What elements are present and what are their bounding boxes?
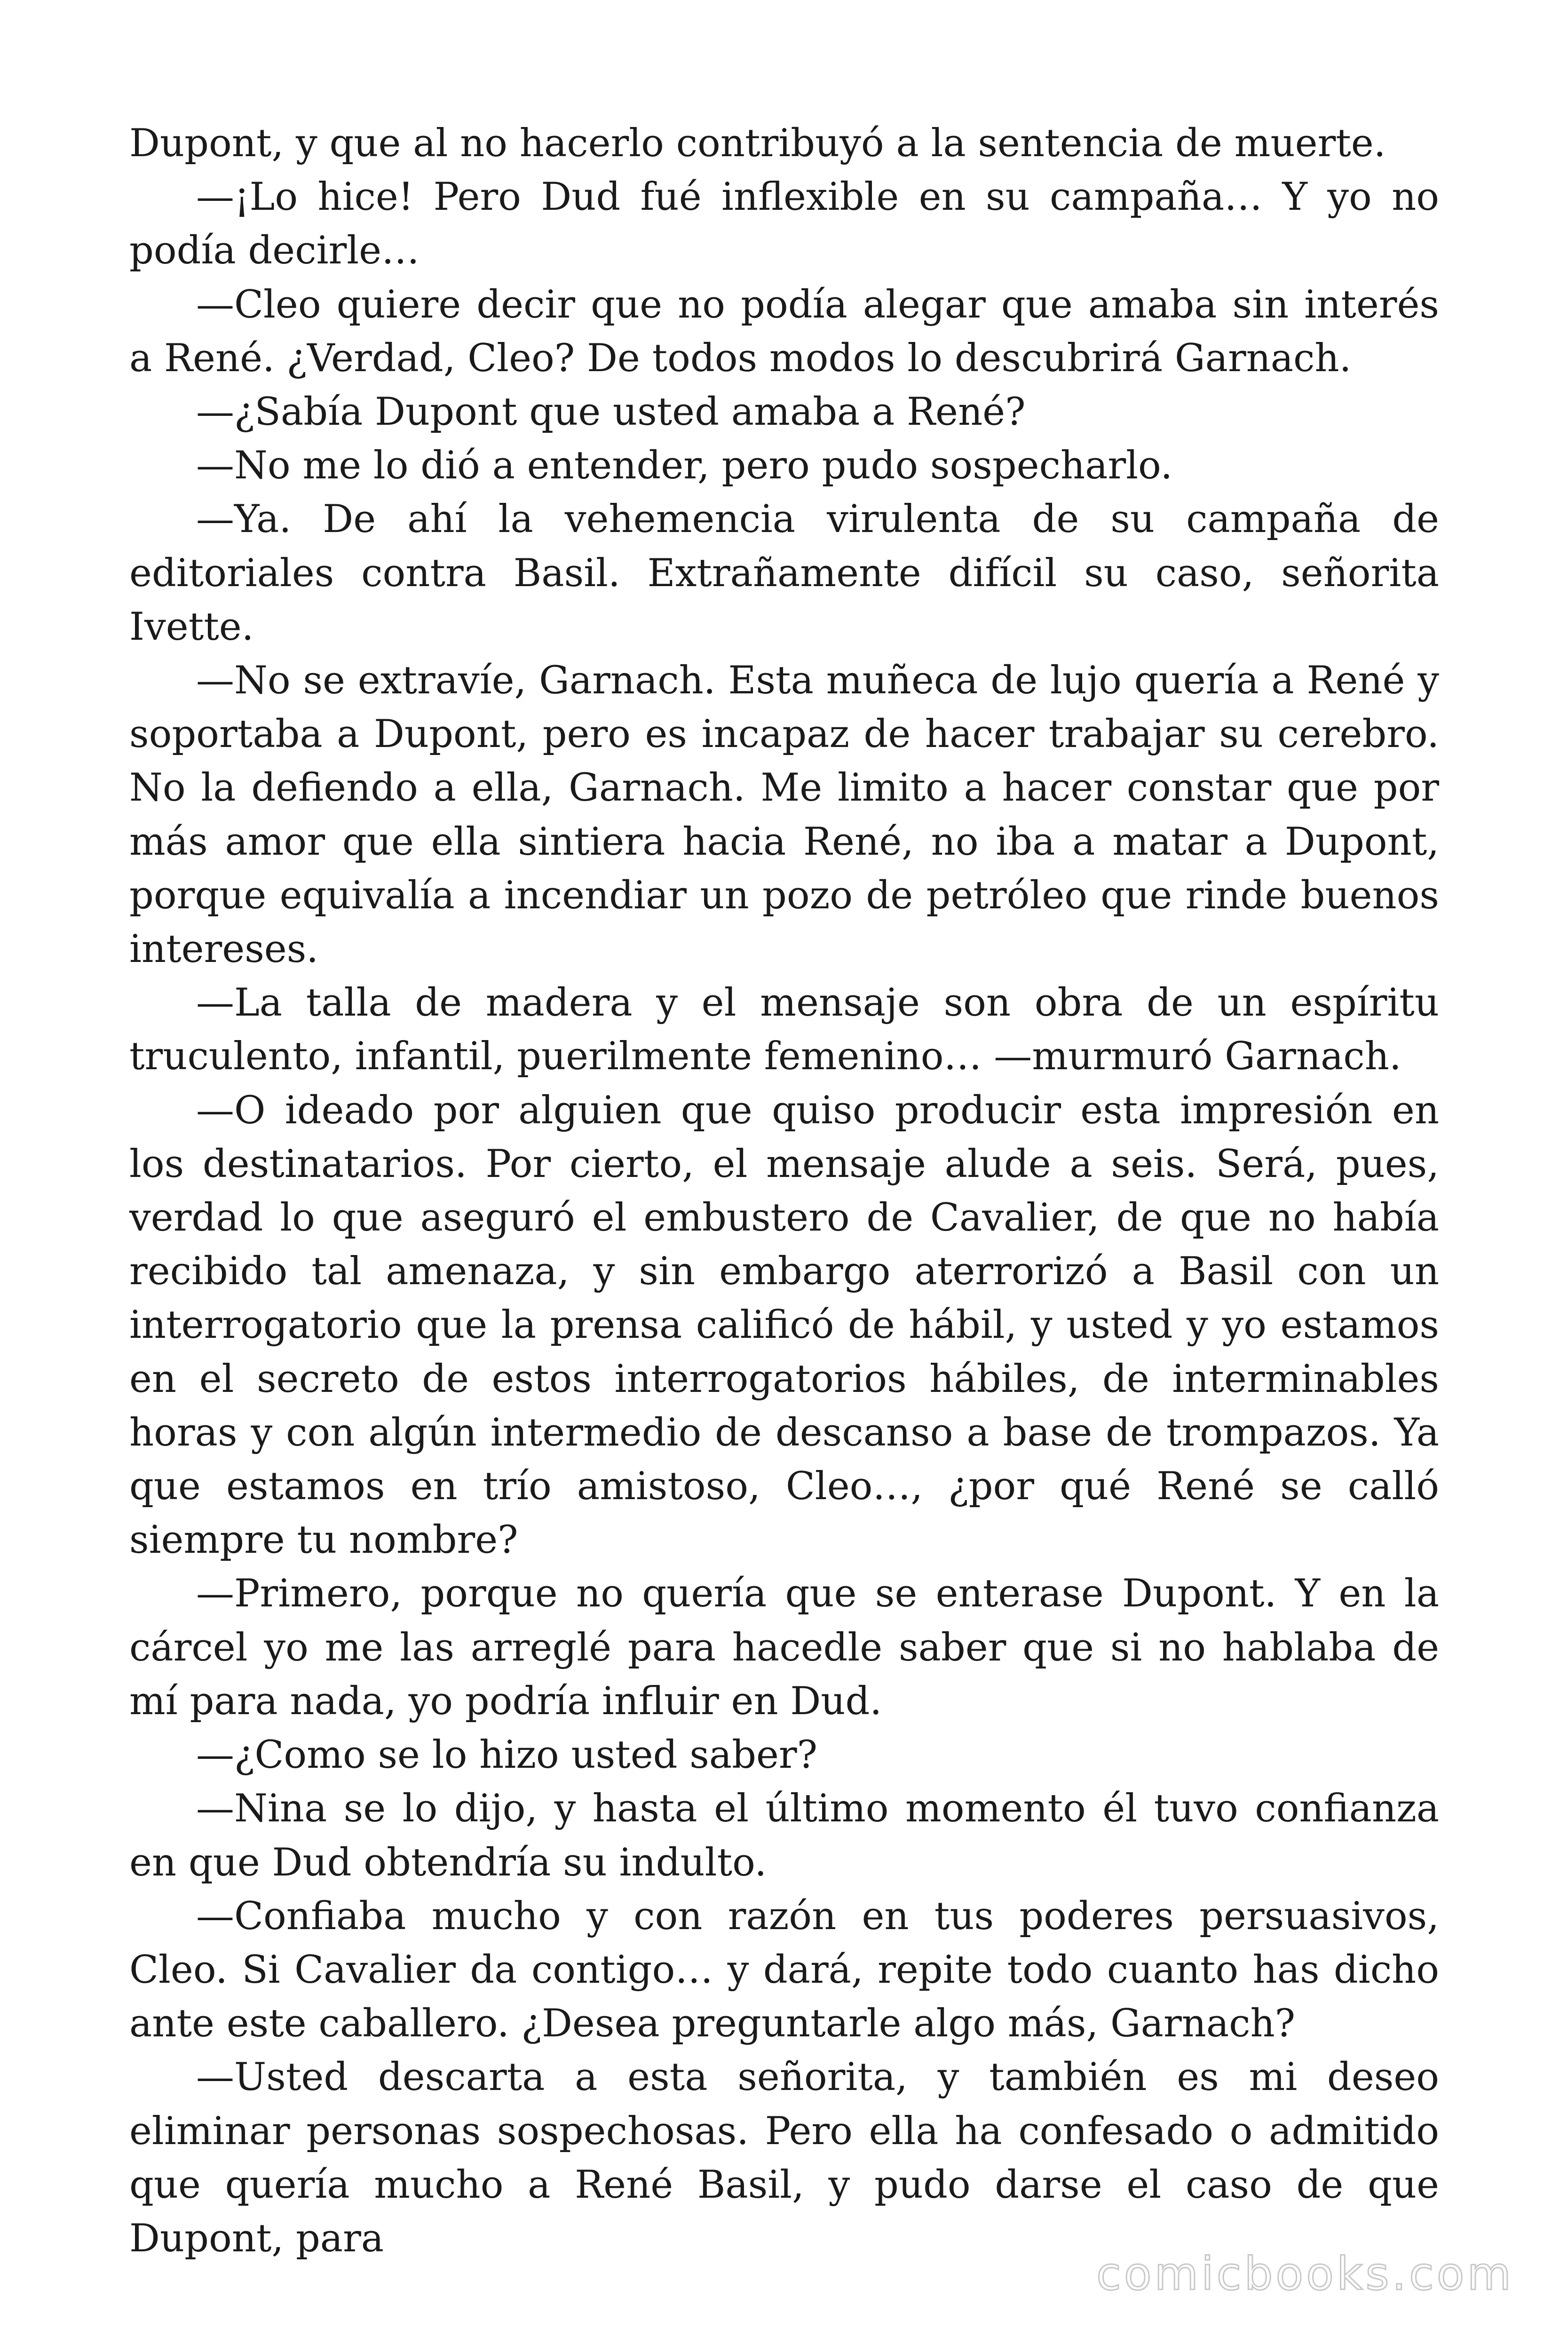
paragraph-last: —Usted descarta a esta señorita, y también es mi deseo eliminar personas sospechosas. Pero ella ha confesado o admitido que quería mucho a René Basil, y pudo darse el caso de que Dupont, para xyxy=(129,2055,1439,2261)
paragraph: —¿Como se lo hizo usted saber? xyxy=(196,1733,818,1778)
paragraph-continuation: Dupont, y que al no hacerlo contribuyó a la sentencia de muerte. xyxy=(129,121,1386,166)
paragraph: —Confiaba mucho y con razón en tus poderes persuasivos, Cleo. Si Cavalier da contigo… y dará, repite todo cuanto has dicho ante este caballero. ¿Desea preguntarle algo más, Garnach? xyxy=(129,1894,1439,2046)
paragraph: —Cleo quiere decir que no podía alegar que amaba sin interés a René. ¿Verdad, Cleo? De todos modos lo descubrirá Garnach. xyxy=(129,282,1439,381)
paragraph: —No me lo dió a entender, pero pudo sospecharlo. xyxy=(196,444,1173,488)
paragraph: —O ideado por alguien que quiso producir esta impresión en los destinatarios. Por cierto, el mensaje alude a seis. Será, pues, verdad lo que aseguró el embustero de Cavalier, de que no había recibido tal amenaza, y sin embargo aterrorizó a Basil con un interrogatorio que la prensa calificó de hábil, y usted y yo estamos en el secreto de estos interrogatorios hábiles, de interminables horas y con algún intermedio de descanso a base de trompazos. Ya que estamos en trío amistoso, Cleo…, ¿por qué René se calló siempre tu nombre? xyxy=(129,1088,1439,1563)
paragraph: —Primero, porque no quería que se enterase Dupont. Y en la cárcel yo me las arreglé para hacedle saber que si no hablaba de mí para nada, yo podría influir en Dud. xyxy=(129,1572,1439,1724)
paragraph: —Ya. De ahí la vehemencia virulenta de su campaña de editoriales contra Basil. Extrañamente difícil su caso, señorita Ivette. xyxy=(129,497,1439,649)
paragraph: —¡Lo hice! Pero Dud fué inflexible en su campaña… Y yo no podía decirle… xyxy=(129,175,1439,273)
paragraph: —¿Sabía Dupont que usted amaba a René? xyxy=(196,390,1026,435)
paragraph: —Nina se lo dijo, y hasta el último momento él tuvo confianza en que Dud obtendría su indulto. xyxy=(129,1787,1439,1885)
watermark: comicbooks.com xyxy=(1096,2248,1514,2300)
body-text xyxy=(129,117,1439,2265)
paragraph: —No se extravíe, Garnach. Esta muñeca de lujo quería a René y soportaba a Dupont, pero es incapaz de hacer trabajar su cerebro. No la defiendo a ella, Garnach. Me limito a hacer constar que por más amor que ella sintiera hacia René, no iba a matar a Dupont, porque equivalía a incendiar un pozo de petróleo que rinde buenos intereses. xyxy=(129,659,1439,972)
paragraph: —La talla de madera y el mensaje son obra de un espíritu truculento, infantil, puerilmente femenino… —murmuró Garnach. xyxy=(129,981,1439,1079)
